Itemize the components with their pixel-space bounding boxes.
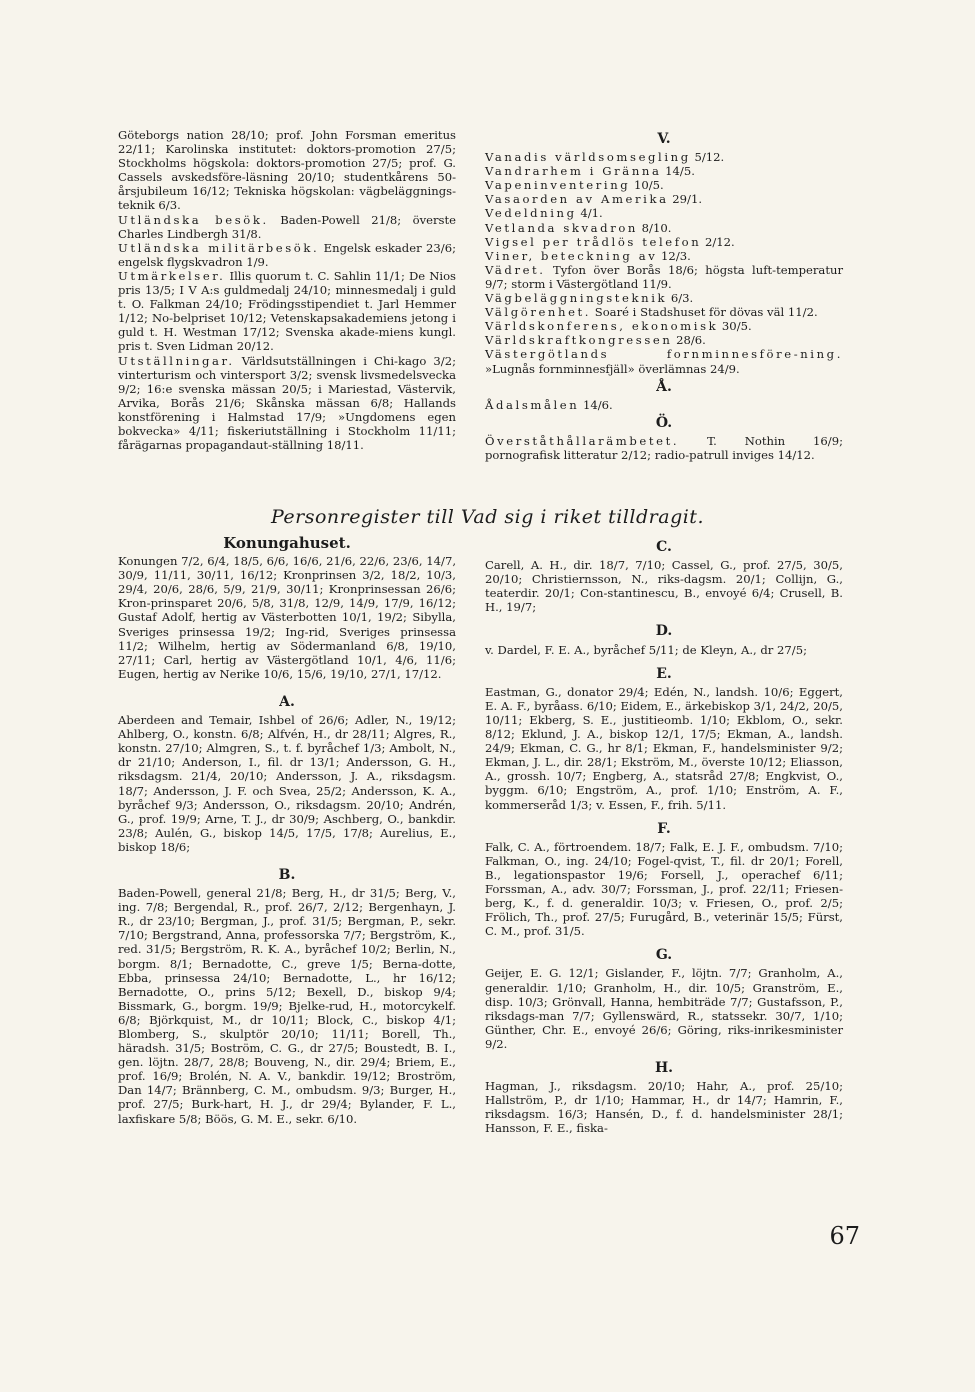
- entry-utmarkelser: Utmärkelser. Illis quorum t. C. Sahlin 11/1; De Nios pris 13/5; I V A:s guldmedalj 24/10; minnesmedalj i guld t. O. Falkman 24/10; Frödingsstipendiet t. Jarl Hemmer 1/12; No-belpriset 10/12; Vetenskapsakademiens jetong i guld t. H. Westman 17/12; Svenska akade-miens kungl. pris t. Sven Lidman 20/12.: [118, 268, 456, 354]
- register-f: Falk, C. A., förtroendem. 18/7; Falk, E. J. F., ombudsm. 7/10; Falkman, O., ing. 24/10; Fogel-qvist, T., fil. dr 20/1; Forell, B., legationspastor 19/6; Forsell, J., operachef 6/11; Forssman, A., adv. 30/7; Forssman, J., prof. 22/11; Friesen-berg, K., f. d. generaldir. 10/3; v. Friesen, O., prof. 2/5; Frölich, Th., prof. 27/5; Furugård, B., veterinär 15/5; Fürst, C. M., prof. 31/5.: [485, 839, 843, 939]
- register-h: Hagman, J., riksdagsm. 20/10; Hahr, A., prof. 25/10; Hallström, P., dr 1/10; Hammar, H., dr 14/7; Hamrin, F., riksdagsm. 16/3; Hansén, D., f. d. handelsminister 28/1; Hansson, F. E., fiska-: [485, 1079, 843, 1136]
- entry-oe-0: Överståthållarämbetet. T. Nothin 16/9; pornografisk litteratur 2/12; radio-patrull inviges 14/12.: [485, 433, 843, 462]
- top-left-column: [118, 128, 456, 452]
- entry-utstallningar: Utställningar. Världsutställningen i Chi-kago 3/2; vinterturism och vintersport 3/2; svensk livsmedelsvecka 9/2; 16:e svenska mässan 20/5; i Mariestad, Västervik, Arvika, Borås 21/6; Skånska mässan 6/8; Hallands konstförening i Halmstad 17/9; »Ungdomens egen bokvecka» 4/11; fiskeriutställning i Stockholm 11/11; fårägarnas propagandaut-ställning 18/11.: [118, 353, 456, 453]
- entry-v-12: Världskraftkongressen 28/6.: [485, 333, 706, 348]
- bottom-right-column: [485, 536, 843, 1135]
- entry-v-0: Vanadis världsomsegling 5/12.: [485, 150, 725, 165]
- entry-v-11: Världskonferens, ekonomisk 30/5.: [485, 319, 752, 334]
- register-konungahuset: Konungen 7/2, 6/4, 18/5, 6/6, 16/6, 21/6, 22/6, 23/6, 14/7, 30/9, 11/11, 30/11, 16/12; Kronprinsen 3/2, 18/2, 10/3, 29/4, 20/6, 28/6, 5/9, 21/9, 30/11; Kronprinsessan 26/6; Kron-prinsparet 20/6, 5/8, 31/8, 12/9, 14/9, 17/9, 16/12; Gustaf Adolf, hertig av Västerbotten 10/1, 19/2; Sibylla, Sveriges prinsessa 19/2; Ing-rid, Sveriges prinsessa 11/2; Wilhelm, hertig av Södermanland 6/8, 19/10, 27/11; Carl, hertig av Västergötland 10/1, 4/6, 11/6; Eugen, hertig av Nerike 10/6, 15/6, 19/10, 27/1, 17/12.: [118, 554, 457, 681]
- entry-v-13: Västergötlands fornminnesföre-ning. »Lugnås fornminnesfjäll» överlämnas 24/9.: [485, 347, 843, 376]
- entry-utlandska-militarbesok: Utländska militärbesök. Engelsk eskader 23/6; engelsk flygskvadron 1/9.: [118, 240, 456, 269]
- section-head-b: B.: [278, 866, 296, 883]
- register-d: v. Dardel, F. E. A., byråchef 5/11; de Kleyn, A., dr 27/5;: [485, 642, 807, 657]
- entry-utlandska-besok: Utländska besök. Baden-Powell 21/8; överste Charles Lindbergh 31/8.: [118, 212, 456, 241]
- register-e: Eastman, G., donator 29/4; Edén, N., landsh. 10/6; Eggert, E. A. F., byråass. 6/10; Eidem, E., ärkebiskop 3/1, 24/2, 20/5, 10/11; Ekberg, S. E., justitieomb. 1/10; Ekblom, O., sekr. 8/12; Eklund, J. A., biskop 12/1, 17/5; Ekman, A., landsh. 24/9; Ekman, C. G., hr 8/1; Ekman, F., handelsminister 9/2; Ekman, J. L., dir. 28/1; Ekström, M., överste 10/12; Eliasson, A., grossh. 10/7; Engberg, A., statsråd 27/8; Engkvist, O., byggm. 6/10; Engström, A., prof. 1/10; Enström, A. F., kommerseråd 1/3; v. Essen, F., frih. 5/11.: [485, 684, 843, 812]
- register-c: Carell, A. H., dir. 18/7, 7/10; Cassel, G., prof. 27/5, 30/5, 20/10; Christiernsson, N., riks-dagsm. 20/1; Collijn, G., teaterdir. 20/1; Con-stantinescu, B., envoyé 6/4; Crusell, B. H., 19/7;: [485, 558, 843, 615]
- section-head-h: H.: [654, 1060, 674, 1076]
- entry-v-2: Vapeninventering 10/5.: [485, 178, 664, 193]
- top-right-column: [485, 128, 843, 462]
- section-head-a: A.: [279, 693, 295, 710]
- section-head-g: G.: [655, 947, 673, 964]
- register-a: Aberdeen and Temair, Ishbel of 26/6; Adler, N., 19/12; Ahlberg, O., konstn. 6/8; Alfvén, H., dr 28/11; Algres, R., konstn. 27/10; Almgren, S., t. f. byråchef 1/3; Ambolt, N., dr 21/10; Anderson, I., fil. dr 13/1; Andersson, G. H., riksdagsm. 21/4, 20/10; Andersson, J. A., riksdagsm. 18/7; Andersson, J. F. och Svea, 25/2; Andersson, K. A., byråchef 9/3; Andersson, O., riksdagsm. 20/10; Andrén, G., prof. 19/9; Arne, T. J., dr 30/9; Aschberg, O., bankdir. 23/8; Aulén, G., biskop 14/5, 17/5, 17/8; Aurelius, E., biskop 18/6;: [118, 713, 456, 854]
- entry-goteborgs: Göteborgs nation 28/10; prof. John Forsman emeritus 22/11; Karolinska institutet: doktors-promotion 27/5; Stockholms högskola: doktors-promotion 27/5; prof. G. Cassels avskedsföre-läsning 20/10; studentkårens 50-årsjubileum 16/12; Tekniska högskolan: vägbeläggnings-teknik 6/3.: [118, 128, 456, 213]
- section-head-oe: Ö.: [655, 414, 673, 431]
- entry-v-4: Vedeldning 4/1.: [485, 206, 603, 221]
- entry-v-8: Vädret. Tyfon över Borås 18/6; högsta luft-temperatur 9/7; storm i Västergötland 11/9.: [485, 262, 843, 291]
- section-head-e: E.: [656, 665, 672, 682]
- bottom-left-column: [118, 536, 456, 1126]
- section-head-aa: Å.: [656, 378, 672, 395]
- entry-v-6: Vigsel per trådlös telefon 2/12.: [485, 234, 735, 249]
- entry-v-3: Vasaorden av Amerika 29/1.: [485, 192, 703, 207]
- register-title: Personregister till Vad sig i riket tilldragit.: [270, 506, 704, 528]
- entry-aa-0: Ådalsmålen 14/6.: [485, 397, 613, 412]
- entry-v-10: Välgörenhet. Soaré i Stadshuset för dövas väl 11/2.: [485, 305, 818, 320]
- section-head-d: D.: [655, 623, 673, 640]
- page-number: 67: [829, 1222, 860, 1250]
- section-head-konungahuset: Konungahuset.: [223, 534, 351, 552]
- entry-v-7: Viner, beteckning av 12/3.: [485, 248, 691, 263]
- section-head-c: C.: [656, 539, 672, 555]
- section-head-v: V.: [657, 131, 671, 147]
- entry-v-1: Vandrarhem i Gränna 14/5.: [485, 164, 695, 179]
- entry-v-9: Vägbeläggningsteknik 6/3.: [485, 291, 694, 306]
- register-b: Baden-Powell, general 21/8; Berg, H., dr 31/5; Berg, V., ing. 7/8; Bergendal, R., prof. 26/7, 2/12; Bergenhayn, J. R., dr 23/10; Bergman, J., prof. 31/5; Bergman, P., sekr. 7/10; Bergstrand, Anna, professorska 7/7; Bergström, K., red. 31/5; Bergström, R. K. A., byråchef 10/2; Berlin, N., borgm. 8/1; Bernadotte, C., greve 1/5; Berna-dotte, Ebba, prinsessa 24/10; Bernadotte, L., hr 16/12; Bernadotte, O., prins 5/12; Bexell, D., biskop 9/4; Bissmark, G., borgm. 19/9; Bjelke-rud, H., motorcykelf. 6/8; Björkquist, M., dr 10/11; Block, C., biskop 4/1; Blomberg, S., skulptör 20/10; 11/11; Borell, Th., häradsh. 31/5; Boström, C. G., dr 27/5; Boustedt, B. I., gen. löjtn. 28/7, 28/8; Bouveng, N., dir. 29/4; Briem, E., prof. 16/9; Brolén, N. A. V., bankdir. 19/12; Broström, Dan 14/7; Brännberg, C. M., ombudsm. 9/3; Burger, H., prof. 27/5; Burk-hart, H. J., dr 29/4; Bylander, F. L., laxfiskare 5/8; Böös, G. M. E., sekr. 6/10.: [118, 886, 456, 1126]
- entry-v-5: Vetlanda skvadron 8/10.: [485, 220, 672, 235]
- register-g: Geijer, E. G. 12/1; Gislander, F., löjtn. 7/7; Granholm, A., generaldir. 1/10; Granholm, H., dir. 10/5; Granström, E., disp. 10/3; Grönvall, Hanna, hembiträde 7/7; Gustafsson, P., riksdags-man 7/7; Gyllenswärd, R., statssekr. 30/7, 1/10; Günther, Chr. E., envoyé 26/6; Göring, riks-inrikesminister 9/2.: [485, 966, 843, 1051]
- section-head-f: F.: [657, 820, 671, 837]
